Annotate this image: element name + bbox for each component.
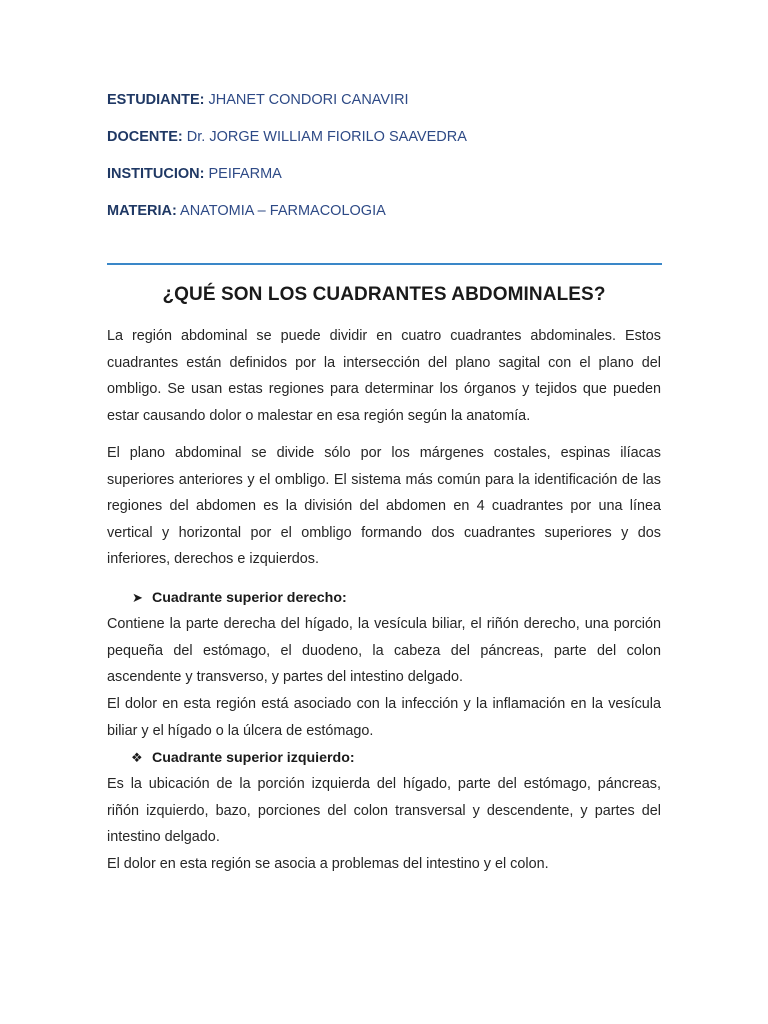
subject-label: MATERIA: bbox=[107, 203, 177, 219]
section-text-upper-left-pain: El dolor en esta región se asocia a problemas del intestino y el colon. bbox=[107, 856, 549, 872]
institution-value: PEIFARMA bbox=[208, 166, 282, 182]
section-text-upper-right-pain: El dolor en esta región está asociado con la infección y la inflamación en la vesícula biliar y el hígado o la úlcera de estómago. bbox=[107, 696, 661, 739]
institution-label: INSTITUCION: bbox=[107, 166, 205, 182]
student-value: JHANET CONDORI CANAVIRI bbox=[208, 92, 409, 108]
diamond-bullet-icon: ❖ bbox=[131, 750, 143, 765]
student-line bbox=[107, 92, 409, 108]
student-label: ESTUDIANTE: bbox=[107, 92, 205, 108]
paragraph-division: El plano abdominal se divide sólo por los márgenes costales, espinas ilíacas superiores anteriores y el ombligo. El sistema más común para la identificación de las regiones del abdomen es la división del abdomen en 4 cuadrantes por una línea vertical y horizontal por el ombligo formando dos cuadrantes superiores y dos inferiores, derechos e izquierdos. bbox=[107, 445, 661, 568]
document-title: ¿QUÉ SON LOS CUADRANTES ABDOMINALES? bbox=[162, 284, 606, 305]
section-text-upper-right-organs: Contiene la parte derecha del hígado, la vesícula biliar, el riñón derecho, una porción pequeña del estómago, el duodeno, la cabeza del páncreas, parte del colon ascendente y transverso, y partes del intestino delgado. bbox=[107, 616, 661, 686]
institution-line bbox=[107, 166, 282, 182]
divider-line bbox=[107, 263, 662, 265]
teacher-line bbox=[107, 129, 467, 145]
arrow-bullet-icon: ➤ bbox=[132, 590, 143, 605]
section-heading-upper-right: Cuadrante superior derecho: bbox=[152, 590, 347, 606]
subject-value: ANATOMIA – FARMACOLOGIA bbox=[180, 203, 386, 219]
subject-line bbox=[107, 203, 386, 219]
teacher-label: DOCENTE: bbox=[107, 129, 183, 145]
section-heading-upper-left: Cuadrante superior izquierdo: bbox=[152, 750, 355, 766]
section-text-upper-left-organs: Es la ubicación de la porción izquierda del hígado, parte del estómago, páncreas, riñón izquierdo, bazo, porciones del colon transversal y descendente, y partes del intestino delgado. bbox=[107, 776, 661, 846]
paragraph-intro: La región abdominal se puede dividir en cuatro cuadrantes abdominales. Estos cuadrantes están definidos por la intersección del plano sagital con el plano del ombligo. Se usan estas regiones para determinar los órganos y tejidos que pueden estar causando dolor o malestar en esa región según la anatomía. bbox=[107, 328, 661, 424]
teacher-value: Dr. JORGE WILLIAM FIORILO SAAVEDRA bbox=[186, 129, 467, 145]
